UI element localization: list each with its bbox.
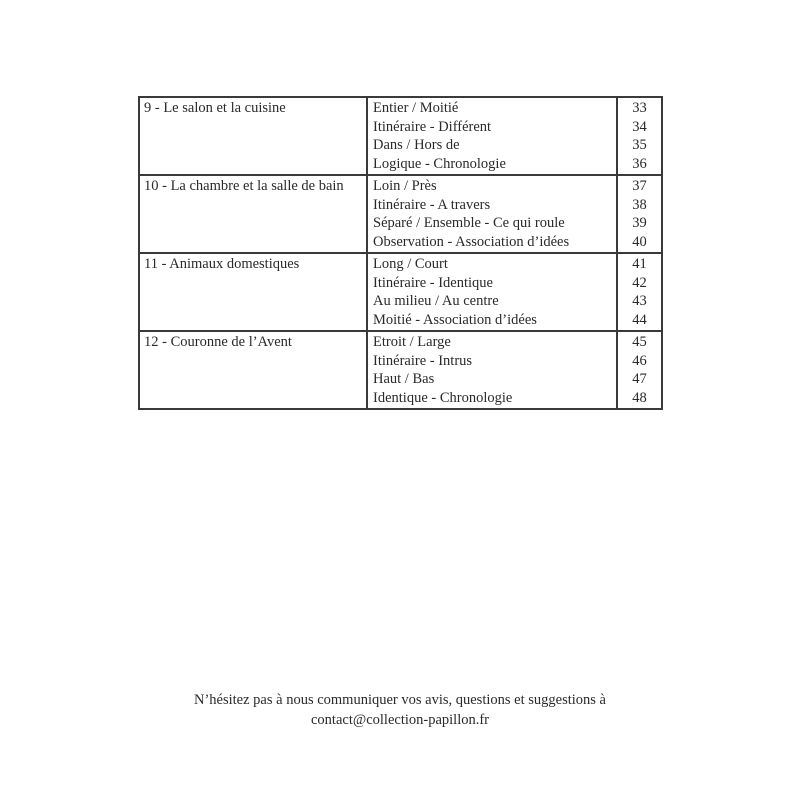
page-number: 48 <box>632 389 647 406</box>
toc-group-9 <box>139 97 662 175</box>
page-number: 36 <box>632 155 647 172</box>
toc-group-12 <box>139 331 662 409</box>
page-numbers <box>617 331 662 409</box>
page-number: 41 <box>632 256 647 272</box>
activity-item: Itinéraire - A travers <box>373 196 491 213</box>
activity-item: Loin / Près <box>373 178 437 194</box>
page-number: 34 <box>632 118 647 135</box>
activity-list <box>367 331 617 409</box>
activity-item: Logique - Chronologie <box>373 155 506 172</box>
chapter-title: 12 - Couronne de l’Avent <box>139 331 367 409</box>
table-of-contents <box>138 96 663 410</box>
chapter-title: 9 - Le salon et la cuisine <box>139 97 367 175</box>
page-numbers <box>617 253 662 331</box>
activity-item: Identique - Chronologie <box>373 389 513 406</box>
page-numbers <box>617 97 662 175</box>
contact-email: contact@collection-papillon.fr <box>310 712 490 728</box>
page-number: 37 <box>632 178 647 194</box>
page-number: 39 <box>632 215 647 232</box>
activity-item: Long / Court <box>373 256 448 272</box>
activity-item: Au milieu / Au centre <box>373 293 499 310</box>
activity-item: Haut / Bas <box>373 371 435 388</box>
activity-item: Entier / Moitié <box>373 100 459 116</box>
page-number: 43 <box>632 293 647 310</box>
toc-group-11 <box>139 253 662 331</box>
activity-item: Dans / Hors de <box>373 137 460 154</box>
toc-group-10 <box>139 175 662 253</box>
page-number: 35 <box>632 137 647 154</box>
page-number: 40 <box>632 233 647 250</box>
activity-list <box>367 97 617 175</box>
activity-item: Itinéraire - Différent <box>373 118 492 135</box>
activity-list <box>367 175 617 253</box>
activity-item: Moitié - Association d’idées <box>373 311 537 328</box>
page-number: 47 <box>632 371 647 388</box>
feedback-message: N’hésitez pas à nous communiquer vos avis, questions et suggestions à <box>194 692 606 708</box>
chapter-title: 11 - Animaux domestiques <box>139 253 367 331</box>
page-number: 44 <box>632 311 647 328</box>
page-numbers <box>617 175 662 253</box>
activity-item: Itinéraire - Identique <box>373 274 493 291</box>
activity-item: Itinéraire - Intrus <box>373 352 473 369</box>
activity-item: Etroit / Large <box>373 334 451 350</box>
activity-item: Séparé / Ensemble - Ce qui roule <box>373 215 565 232</box>
activity-item: Observation - Association d’idées <box>373 233 570 250</box>
feedback-footer <box>0 690 800 730</box>
page-number: 38 <box>632 196 647 213</box>
page-number: 46 <box>632 352 647 369</box>
chapter-title: 10 - La chambre et la salle de bain <box>139 175 367 253</box>
activity-list <box>367 253 617 331</box>
page-number: 33 <box>632 100 647 116</box>
page-number: 45 <box>632 334 647 350</box>
page-number: 42 <box>632 274 647 291</box>
